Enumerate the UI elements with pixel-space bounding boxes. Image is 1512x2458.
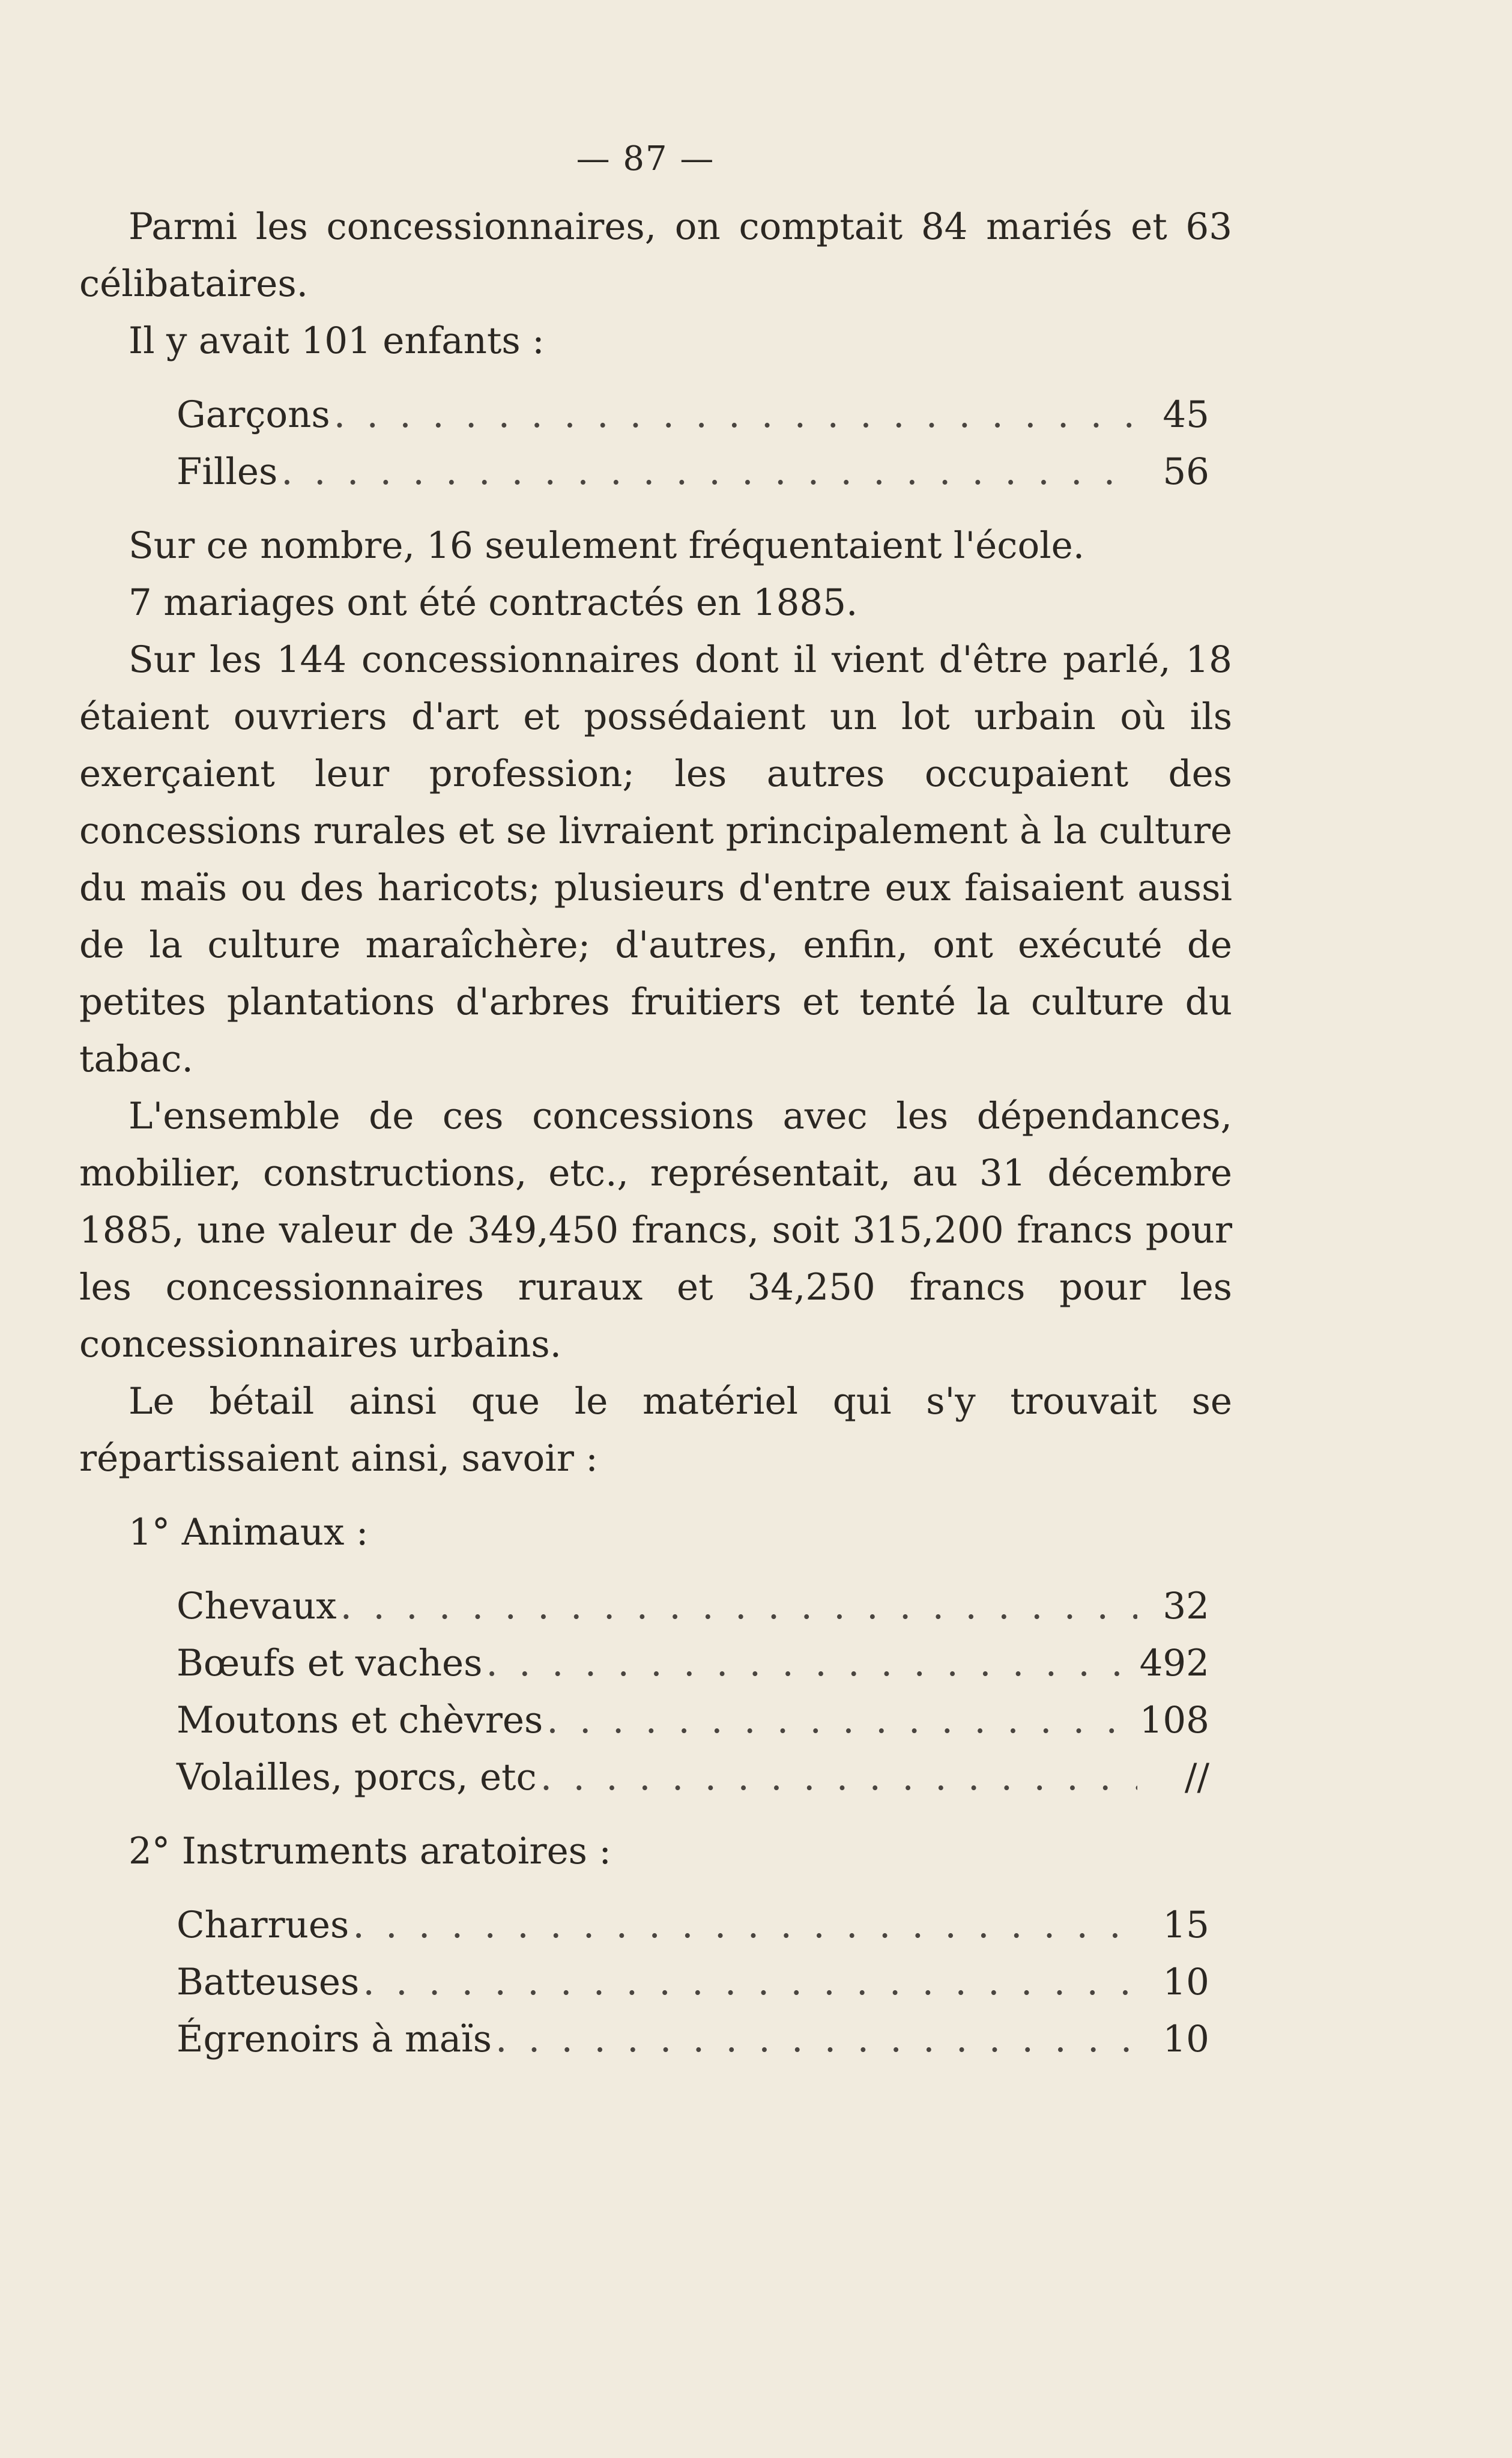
list-item-label: Chevaux bbox=[177, 1585, 337, 1627]
tools-list bbox=[79, 1896, 1232, 2068]
section-heading-animaux: 1° Animaux : bbox=[129, 1511, 369, 1554]
list-item-label: Moutons et chèvres bbox=[177, 1699, 543, 1742]
list-item-value: 32 bbox=[1163, 1585, 1209, 1627]
dot-leader bbox=[540, 1749, 1137, 1806]
list-item-value: 492 bbox=[1139, 1642, 1209, 1685]
list-item-value: // bbox=[1184, 1756, 1209, 1799]
paragraph-enfants: Il y avait 101 enfants : bbox=[129, 319, 545, 362]
section-heading-instruments: 2° Instruments aratoires : bbox=[129, 1830, 611, 1872]
list-item-label: Égrenoirs à maïs bbox=[177, 2018, 492, 2060]
list-item-garcons bbox=[177, 386, 1209, 443]
paragraph-ecole: Sur ce nombre, 16 seulement fréquentaient l'école. bbox=[129, 524, 1085, 567]
list-item-filles bbox=[177, 443, 1209, 500]
list-item-value: 15 bbox=[1163, 1904, 1209, 1946]
list-item-egrenoirs bbox=[177, 2011, 1209, 2068]
list-item-label: Garçons bbox=[177, 393, 330, 436]
dot-leader bbox=[495, 2011, 1137, 2068]
dot-leader bbox=[363, 1954, 1137, 2011]
list-item-value: 45 bbox=[1163, 393, 1209, 436]
list-item-label: Bœufs et vaches bbox=[177, 1642, 483, 1685]
animals-list bbox=[79, 1578, 1232, 1806]
list-item-batteuses bbox=[177, 1954, 1209, 2011]
list-item-value: 10 bbox=[1163, 2018, 1209, 2060]
children-list bbox=[79, 386, 1232, 500]
paragraph-ouvriers: Sur les 144 concessionnaires dont il vient d'être parlé, 18 étaient ouvriers d'art et possédaient un lot urbain où ils exerçaient leur profession; les autres occupaient des concessions rurales et se livraient principalement à la culture du maïs ou des haricots; plusieurs d'entre eux faisaient aussi de la culture maraîchère; d'autres, enfin, ont exécuté de petites plantations d'arbres fruitiers et tenté la culture du tabac. bbox=[79, 638, 1232, 1080]
list-item-boeufs bbox=[177, 1635, 1209, 1692]
list-item-charrues bbox=[177, 1896, 1209, 1954]
paragraph-valeur: L'ensemble de ces concessions avec les dépendances, mobilier, constructions, etc., représentait, au 31 décembre 1885, une valeur de 349,450 francs, soit 315,200 francs pour les concessionnaires ruraux et 34,250 francs pour les concessionnaires urbains. bbox=[79, 1095, 1232, 1366]
list-item-value: 108 bbox=[1139, 1699, 1209, 1742]
dot-leader bbox=[340, 1578, 1137, 1635]
list-item-value: 10 bbox=[1163, 1961, 1209, 2003]
paragraph-concessionnaires: Parmi les concessionnaires, on comptait 84 mariés et 63 célibataires. bbox=[79, 205, 1232, 305]
list-item-label: Filles bbox=[177, 450, 278, 493]
dot-leader bbox=[486, 1635, 1127, 1692]
dot-leader bbox=[546, 1692, 1127, 1749]
list-item-volailles bbox=[177, 1749, 1209, 1806]
list-item-moutons bbox=[177, 1692, 1209, 1749]
list-item-label: Charrues bbox=[177, 1904, 349, 1946]
list-item-chevaux bbox=[177, 1578, 1209, 1635]
paragraph-mariages: 7 mariages ont été contractés en 1885. bbox=[129, 581, 858, 624]
page-number: — 87 — bbox=[576, 139, 715, 178]
dot-leader bbox=[334, 386, 1137, 443]
list-item-label: Volailles, porcs, etc bbox=[177, 1756, 537, 1799]
paragraph-betail: Le bétail ainsi que le matériel qui s'y trouvait se répartissaient ainsi, savoir : bbox=[79, 1380, 1232, 1480]
list-item-value: 56 bbox=[1163, 450, 1209, 493]
dot-leader bbox=[352, 1896, 1137, 1954]
list-item-label: Batteuses bbox=[177, 1961, 360, 2003]
page-body bbox=[79, 198, 1232, 2068]
dot-leader bbox=[281, 443, 1137, 500]
